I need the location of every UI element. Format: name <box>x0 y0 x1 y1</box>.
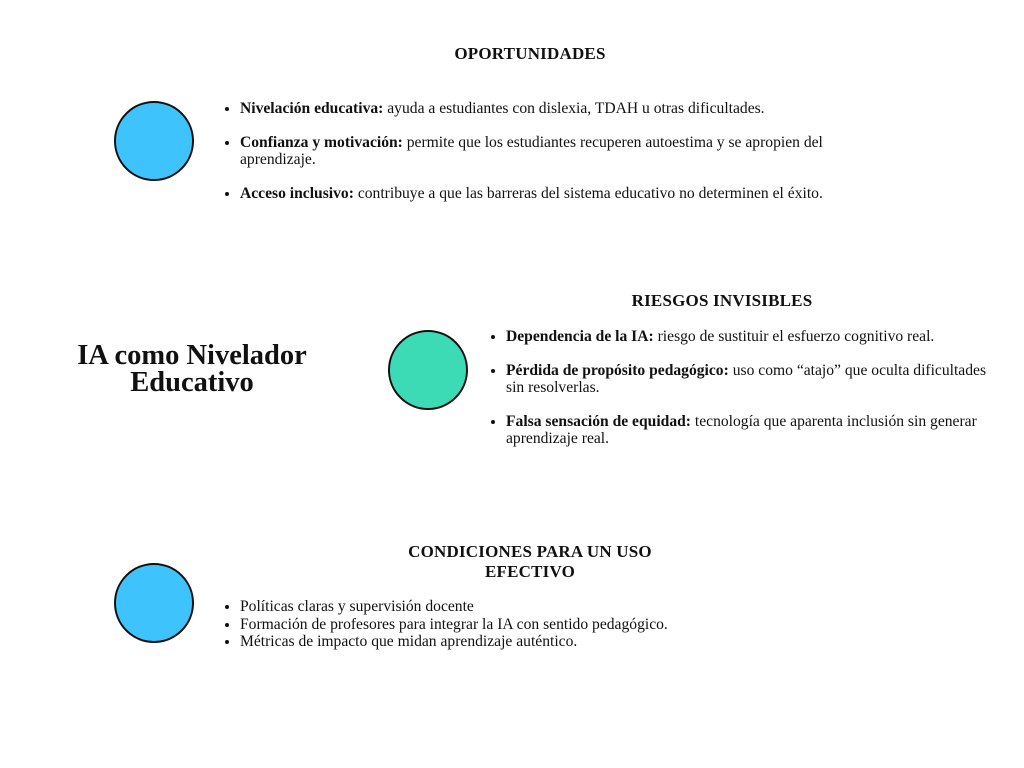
main-title-line-2: Educativo <box>130 367 254 398</box>
item-label: Nivelación educativa: <box>240 100 384 117</box>
opportunities-circle <box>114 101 194 181</box>
conditions-heading-line-1: CONDICIONES PARA UN USO <box>408 542 652 561</box>
list-item <box>240 185 880 203</box>
item-label: Pérdida de propósito pedagógico: <box>506 361 729 379</box>
item-text: Métricas de impacto que midan aprendizaje auténtico. <box>240 633 578 650</box>
conditions-heading-line-2: EFECTIVO <box>484 562 576 581</box>
item-text: tecnología que aparenta inclusión sin generar aprendizaje real. <box>506 412 977 447</box>
opportunities-list <box>221 100 880 218</box>
item-text: ayuda a estudiantes con dislexia, TDAH u otras dificultades. <box>383 100 765 117</box>
item-text: Políticas claras y supervisión docente <box>240 598 474 615</box>
list-item <box>506 413 1001 448</box>
main-title-line-1: IA como Nivelador <box>77 340 307 371</box>
item-label: Confianza y motivación: <box>240 133 403 151</box>
list-item <box>240 633 880 651</box>
item-text: riesgo de sustituir el esfuerzo cognitivo real. <box>653 328 935 345</box>
item-text: Formación de profesores para integrar la IA con sentido pedagógico. <box>240 615 668 633</box>
list-item <box>240 100 880 118</box>
risks-heading: RIESGOS INVISIBLES <box>631 291 813 310</box>
item-label: Falsa sensación de equidad: <box>506 412 691 430</box>
item-text: uso como “atajo” que oculta dificultades sin resolverlas. <box>506 361 987 396</box>
conditions-circle <box>114 563 194 643</box>
item-label: Dependencia de la IA: <box>506 328 654 345</box>
conditions-heading <box>360 542 700 582</box>
item-text: contribuye a que las barreras del sistema educativo no determinen el éxito. <box>353 184 823 202</box>
list-item <box>506 328 1001 346</box>
main-title <box>40 342 344 396</box>
list-item <box>240 616 880 634</box>
risks-circle <box>388 330 468 410</box>
item-label: Acceso inclusivo: <box>240 184 354 202</box>
opportunities-heading: OPORTUNIDADES <box>454 44 606 63</box>
list-item <box>240 598 880 616</box>
item-text: permite que los estudiantes recuperen autoestima y se apropien del aprendizaje. <box>240 133 823 168</box>
list-item <box>240 134 880 169</box>
conditions-list <box>221 598 880 651</box>
list-item <box>506 362 1001 397</box>
risks-list <box>487 328 1001 464</box>
